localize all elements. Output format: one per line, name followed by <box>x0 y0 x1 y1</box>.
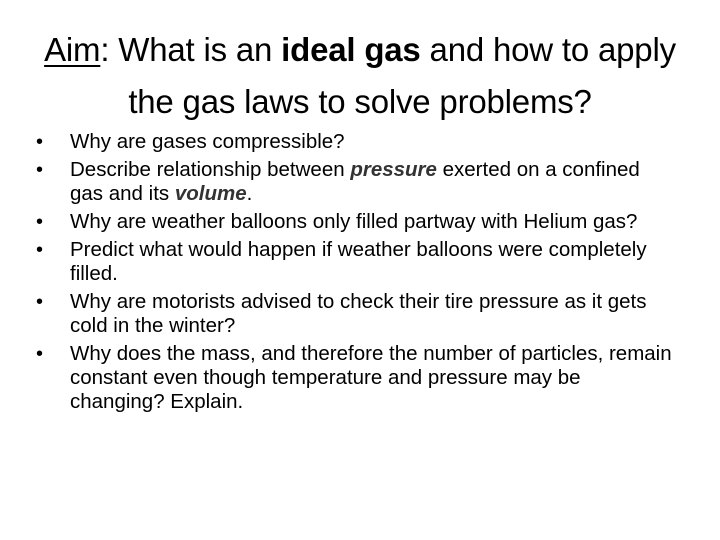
list-item <box>36 158 676 206</box>
question-text <box>70 158 640 205</box>
question-text: Why are gases compressible? <box>70 130 345 153</box>
question-text-post: . <box>246 182 253 205</box>
bullet-icon: • <box>36 131 44 153</box>
question-text-mid: exerted on a confined gas and its <box>70 158 640 205</box>
question-text: Why are weather balloons only filled partway with Helium gas? <box>70 210 638 233</box>
emphasis-pressure: pressure <box>350 158 437 181</box>
question-text: Why are motorists advised to check their tire pressure as it gets cold in the winter? <box>70 290 647 337</box>
bullet-icon: • <box>36 291 44 313</box>
question-text: Predict what would happen if weather balloons were completely filled. <box>70 238 647 285</box>
title-aim-label: Aim <box>44 31 101 68</box>
list-item <box>36 210 676 234</box>
question-list <box>36 130 676 418</box>
list-item <box>36 130 676 154</box>
bullet-icon: • <box>36 211 44 233</box>
title-text-part1: : What is an <box>100 31 282 68</box>
emphasis-volume: volume <box>174 182 247 205</box>
list-item <box>36 238 676 286</box>
bullet-icon: • <box>36 343 44 365</box>
question-text-pre: Describe relationship between <box>70 158 351 181</box>
title-bold-term: ideal gas <box>281 31 421 68</box>
bullet-icon: • <box>36 239 44 261</box>
list-item <box>36 290 676 338</box>
list-item <box>36 342 676 414</box>
question-text: Why does the mass, and therefore the number of particles, remain constant even though temperature and pressure may be changing? Explain. <box>70 342 672 413</box>
slide-title <box>20 24 700 128</box>
title-text-part2: and how to apply the gas laws to solve problems? <box>128 31 676 120</box>
bullet-icon: • <box>36 159 44 181</box>
